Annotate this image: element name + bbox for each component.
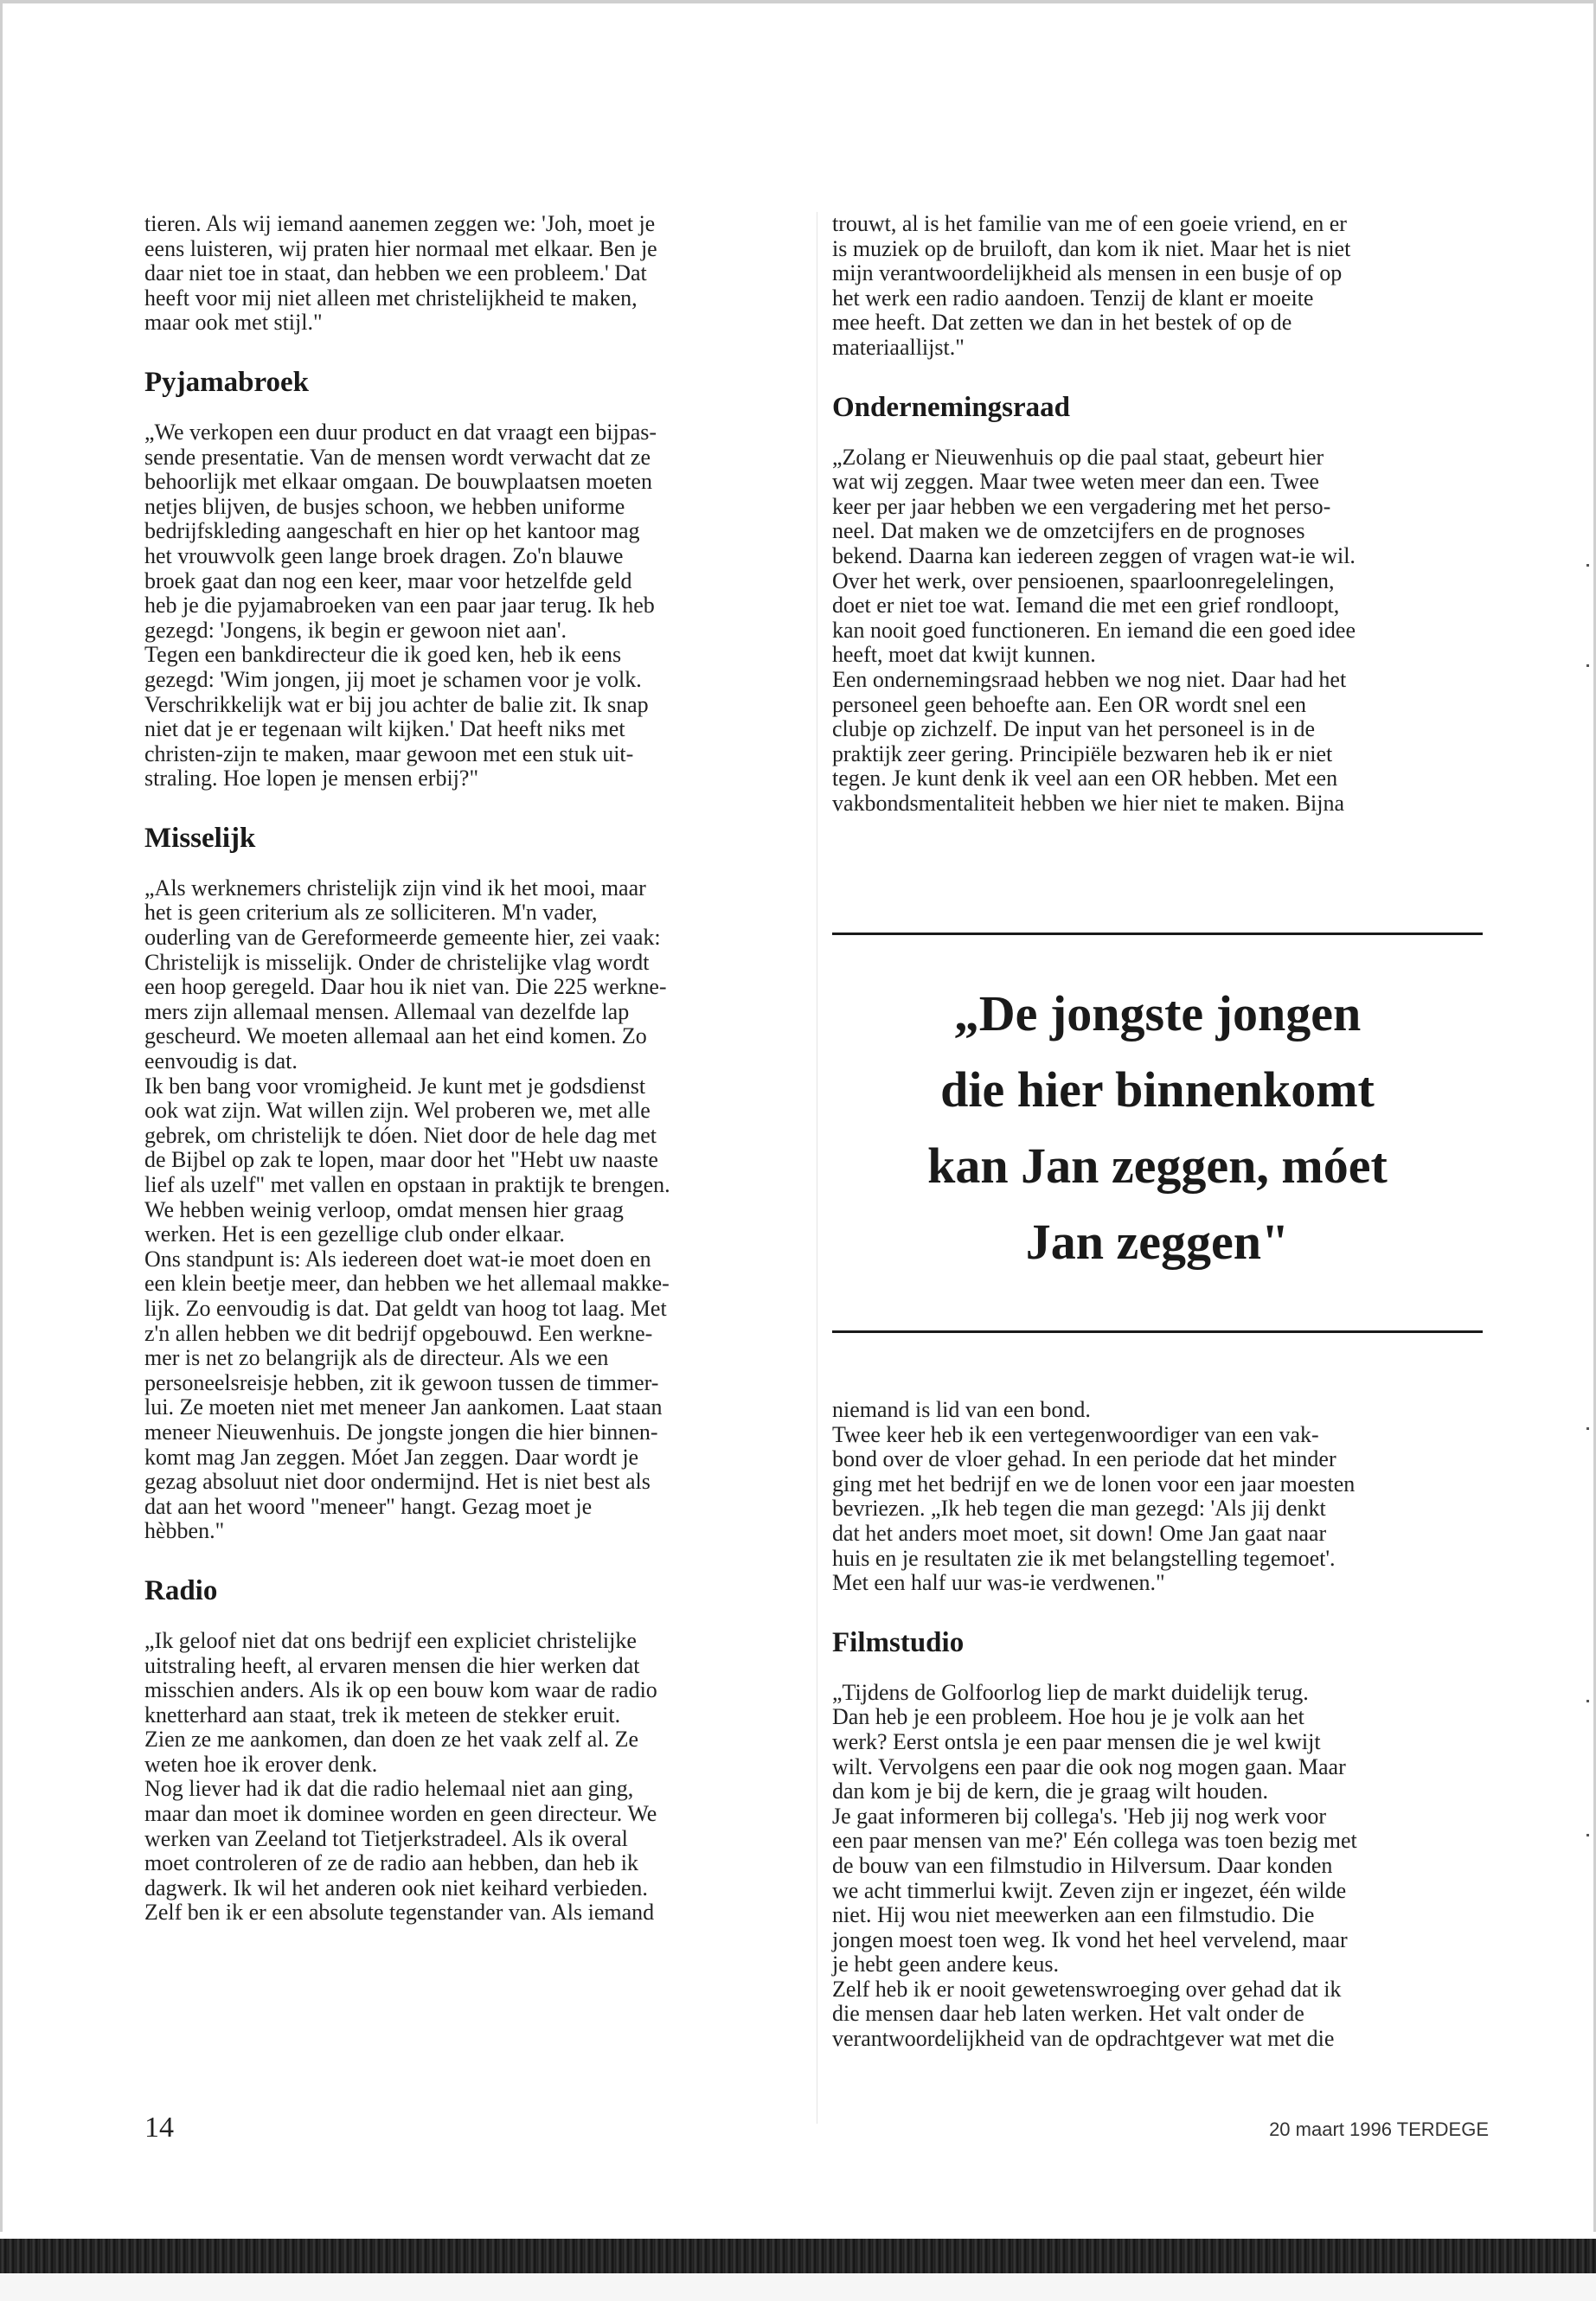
page-frame-left [0,0,3,2232]
margin-speck [1586,1700,1589,1702]
misselijk-paragraph: „Als werknemers christelijk zijn vind ik het mooi, maar het is geen criterium als ze solliciteren. M'n vader, ouderling van de Gereformeerde gemeente hier, zei vaak: Christelijk is misselijk. Onder de christelijke vlag wordt een hoop geregeld. Daar hou ik niet van. Die 225 werkne- mers zijn allemaal mensen. Allemaal van dezelfde lap gescheurd. We moeten allemaal aan het eind komen. Zo eenvoudig is dat. Ik ben bang voor vromigheid. Je kunt met je godsdienst ook wat zijn. Wat willen zijn. Wel proberen we, met alle gebrek, om christelijk te dóen. Niet door de hele dag met de Bijbel op zak te lopen, maar door het "Hebt uw naaste lief als uzelf" met vallen en opstaan in praktijk te brengen. We hebben weinig verloop, omdat mensen hier graag werken. Het is een gezellige club onder elkaar. Ons standpunt is: Als iedereen doet wat-ie moet doen en een klein beetje meer, dan hebben we het allemaal makke- lijk. Zo eenvoudig is dat. Dat geldt van hoog tot laag. Met z'n allen hebben we dit bedrijf opgebouwd. Een werkne- mer is net zo belangrijk als de directeur. Als we een personeelsreisje hebben, zit ik gewoon tussen de timmer- lui. Ze moeten niet met meneer Jan aankomen. Laat staan meneer Nieuwenhuis. De jongste jongen die hier binnen- komt mag Jan zeggen. Móet Jan zeggen. Daar wordt je gezag absoluut niet door ondermijnd. Het is niet best als dat aan het woord "meneer" hangt. Gezag moet je hèbben." [144,875,670,1544]
heading-misselijk: Misselijk [144,822,256,854]
scan-edge-margin [0,2273,1596,2301]
heading-filmstudio: Filmstudio [832,1626,965,1658]
pyjamabroek-paragraph: „We verkopen een duur product en dat vraagt een bijpas- sende presentatie. Van de mensen wordt verwacht dat ze behoorlijk met elkaar omgaan. De bouwplaatsen moeten netjes blijven, de busjes schoon, we hebben uniforme bedrijfskleding aangeschaft en hier op het kantoor mag het vrouwvolk geen lange broek dragen. Zo'n blauwe broek gaat dan nog een keer, maar voor hetzelfde geld heb je die pyjamabroeken van een paar jaar terug. Ik heb gezegd: 'Jongens, ik begin er gewoon niet aan'. Tegen een bankdirecteur die ik goed ken, heb ik eens gezegd: 'Wim jongen, jij moet je schamen voor je volk. Verschrikkelijk wat er bij jou achter de balie zit. Ik snap niet dat je er tegenaan wilt kijken.' Dat heeft niks met christen-zijn te maken, maar gewoon met een stuk uit- straling. Hoe lopen je mensen erbij?" [144,419,657,792]
continued-paragraph: niemand is lid van een bond. Twee keer heb ik een vertegenwoordiger van een vak- bond over de vloer gehad. In een periode dat het minder ging met het bedrijf en we de lonen voor een jaar moesten bevriezen. „Ik heb tegen die man gezegd: 'Als jij denkt dat het anders moet moet, sit down! Ome Jan gaat naar huis en je resultaten zie ik met belangstelling tegemoet'. Met een half uur was-ie verdwenen." [832,1397,1356,1596]
pull-quote-rule-bottom [832,1330,1483,1333]
footer-date-publication: 20 maart 1996 TERDEGE [1269,2118,1489,2140]
pull-quote: „De jongste jongen die hier binnenkomt kan Jan zeggen, móet Jan zeggen" [927,985,1388,1270]
margin-speck [1586,664,1589,667]
filmstudio-paragraph: „Tijdens de Golfoorlog liep de markt duidelijk terug. Dan heb je een probleem. Hoe hou je je volk aan het werk? Eerst ontsla je een paar mensen die je wel kwijt wilt. Vervolgens een paar die ook nog mogen gaan. Maar dan kom je bij de kern, die je graag wilt houden. Je gaat informeren bij collega's. 'Heb jij nog werk voor een paar mensen van me?' Eén collega was toen bezig met de bouw van een filmstudio in Hilversum. Daar konden we acht timmerlui kwijt. Zeven zijn er ingezet, één wilde niet. Hij wou niet meewerken aan een filmstudio. Die jongen moest toen weg. Ik vond het heel vervelend, maar je hebt geen andere keus. Zelf heb ik er nooit gewetenswroeging over gehad dat ik die mensen daar heb laten werken. Het valt onder de verantwoordelijkheid van de opdrachtgever wat met die [832,1679,1357,2052]
margin-speck [1586,564,1589,567]
pull-quote-rule-top [832,933,1483,935]
left-column [144,212,786,1926]
left-intro-paragraph: tieren. Als wij iemand aanemen zeggen we: 'Joh, moet je eens luisteren, wij praten hier normaal met elkaar. Ben je daar niet toe in staat, dan hebben we een probleem.' Dat heeft voor mij niet alleen met christelijkheid te maken, maar ook met stijl." [144,211,657,336]
margin-speck [1586,1427,1589,1430]
heading-radio: Radio [144,1574,218,1606]
right-column-top [832,212,1474,816]
radio-paragraph: „Ik geloof niet dat ons bedrijf een expliciet christelijke uitstraling heeft, al ervaren mensen die hier werken dat misschien anders. Als ik op een bouw kom waar de radio knetterhard aan staat, trek ik meteen de stekker eruit. Zien ze me aankomen, dan doen ze het vaak zelf al. Ze weten hoe ik erover denk. Nog liever had ik dat die radio helemaal niet aan ging, maar dan moet ik dominee worden en geen directeur. We werken van Zeeland tot Tietjerkstradeel. Als ik overal moet controleren of ze de radio aan hebben, dan heb ik dagwerk. Ik wil het anderen ook niet keihard verbieden. Zelf ben ik er een absolute tegenstander van. Als iemand [144,1627,657,1926]
margin-speck [1586,1834,1589,1836]
heading-ondernemingsraad: Ondernemingsraad [832,391,1071,423]
right-column-bottom [832,1398,1474,2052]
ondernemingsraad-paragraph: „Zolang er Nieuwenhuis op die paal staat, gebeurt hier wat wij zeggen. Maar twee weten meer dan een. Twee keer per jaar hebben we een vergadering met het perso- neel. Dat maken we de omzetcijfers en de prognoses bekend. Daarna kan iedereen zeggen of vragen wat-ie wil. Over het werk, over pensioenen, spaarloonregelelingen, doet er niet toe wat. Iemand die met een grief rondloopt, kan nooit goed functioneren. En iemand die een goed idee heeft, moet dat kwijt kunnen. Een ondernemingsraad hebben we nog niet. Daar had het personeel geen behoefte aan. Een OR wordt snel een clubje op zichzelf. De input van het personeel is in de praktijk zeer gering. Principiële bezwaren heb ik er niet tegen. Je kunt denk ik veel aan een OR hebben. Met een vakbondsmentaliteit hebben we hier niet te maken. Bijna [832,444,1356,816]
right-intro-paragraph: trouwt, al is het familie van me of een goeie vriend, en er is muziek op de bruiloft, dan kom ik niet. Maar het is niet mijn verantwoordelijkheid als mensen in een busje of op het werk een radio aandoen. Tenzij de klant er moeite mee heeft. Dat zetten we dan in het bestek of op de materiaallijst." [832,211,1351,360]
scan-edge-band [0,2239,1596,2273]
page-frame-top [0,0,1596,3]
heading-pyjamabroek: Pyjamabroek [144,366,310,398]
page-number: 14 [144,2112,174,2144]
